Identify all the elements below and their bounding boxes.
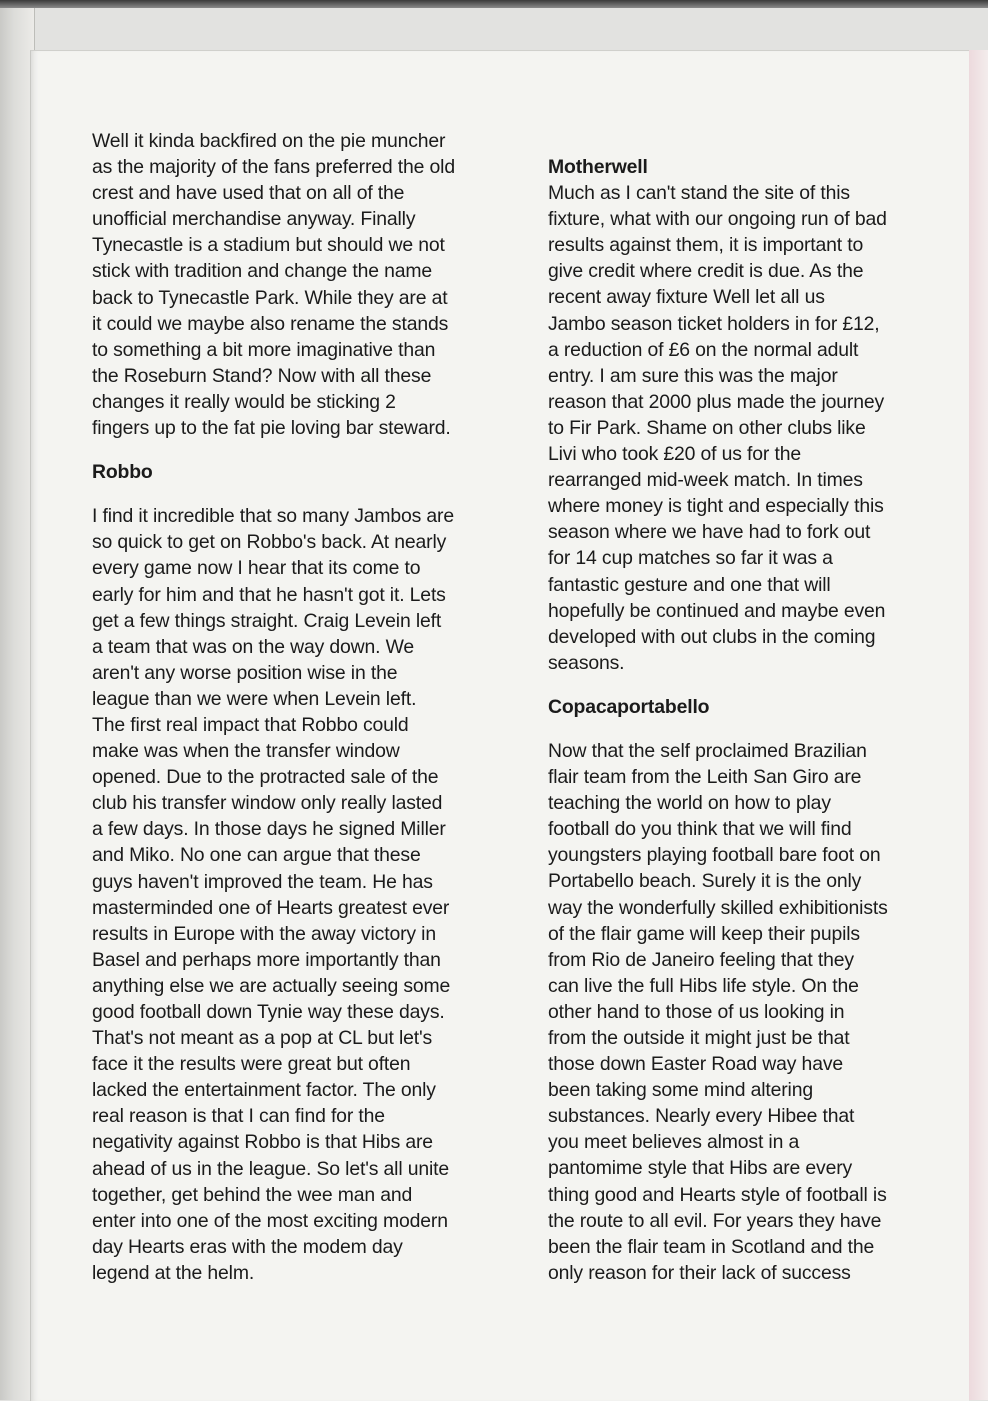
text-line: opened. Due to the protracted sale of the (92, 766, 439, 789)
text-line: to Fir Park. Shame on other clubs like (548, 416, 866, 439)
text-line: Tynecastle is a stadium but should we not (92, 234, 445, 257)
copacaportabello-paragraph (548, 738, 948, 1286)
text-line: so quick to get on Robbo's back. At nearly (92, 531, 447, 554)
text-line: fantastic gesture and one that will (548, 573, 831, 596)
robbo-paragraph (92, 503, 524, 1286)
text-line: face it the results were great but often (92, 1053, 411, 1076)
text-line: make was when the transfer window (92, 740, 400, 763)
text-line: anything else we are actually seeing some (92, 974, 451, 997)
text-line: Livi who took £20 of us for the (548, 443, 801, 466)
text-line: for 14 cup matches so far it was a (548, 547, 833, 570)
text-line: developed with out clubs in the coming (548, 625, 876, 648)
text-line: from the outside it might just be that (548, 1027, 850, 1049)
text-line: it could we maybe also rename the stands (92, 312, 449, 335)
text-line: I find it incredible that so many Jambos are (92, 505, 455, 528)
text-line: Jambo season ticket holders in for £12, (548, 312, 880, 335)
text-line: fingers up to the fat pie loving bar steward. (92, 417, 451, 440)
text-line: where money is tight and especially this (548, 495, 884, 518)
text-line: the route to all evil. For years they have (548, 1209, 882, 1232)
text-line: results in Europe with the away victory in (92, 922, 436, 945)
crest-paragraph (92, 128, 524, 441)
text-line: Basel and perhaps more importantly than (92, 948, 441, 971)
text-line: real reason is that I can find for the (92, 1105, 385, 1128)
text-line: enter into one of the most exciting modern (92, 1209, 448, 1232)
text-line: a reduction of £6 on the normal adult (548, 338, 859, 361)
text-line: teaching the world on how to play (548, 792, 831, 815)
text-line: aren't any worse position wise in the (92, 661, 398, 684)
text-line: entry. I am sure this was the major (548, 364, 838, 387)
text-line: way the wonderfully skilled exhibitionists (548, 896, 888, 919)
text-line: from Rio de Janeiro feeling that they (548, 948, 854, 971)
text-line: early for him and that he hasn't got it. Lets (92, 583, 446, 606)
text-line: get a few things straight. Craig Levein left (92, 609, 442, 632)
copacaportabello-heading: Copacaportabello (548, 695, 710, 718)
text-line: ahead of us in the league. So let's all unite (92, 1157, 450, 1180)
text-line: Well it kinda backfired on the pie muncher (92, 130, 446, 152)
text-line: That's not meant as a pop at CL but let's (92, 1027, 433, 1050)
text-line: substances. Nearly every Hibee that (548, 1105, 855, 1128)
text-line: Portabello beach. Surely it is the only (548, 870, 862, 893)
scanner-edge (0, 0, 988, 8)
text-line: been the flair team in Scotland and the (548, 1235, 875, 1258)
text-line: Now that the self proclaimed Brazilian (548, 739, 867, 762)
text-line: flair team from the Leith San Giro are (548, 766, 862, 789)
text-line: day Hearts eras with the modem day (92, 1235, 403, 1258)
text-line: stick with tradition and change the name (92, 260, 433, 283)
left-column (92, 128, 524, 1286)
text-line: you meet believes almost in a (548, 1131, 800, 1154)
text-line: changes it really would be sticking 2 (92, 390, 396, 413)
text-line: the Roseburn Stand? Now with all these (92, 364, 432, 387)
text-line: only reason for their lack of success (548, 1261, 851, 1284)
motherwell-paragraph (548, 180, 948, 676)
text-line: can live the full Hibs life style. On the (548, 974, 859, 997)
text-line: Much as I can't stand the site of this (548, 182, 850, 205)
text-line: season where we have had to fork out (548, 521, 871, 544)
text-line: rearranged mid-week match. In times (548, 469, 863, 492)
text-line: youngsters playing football bare foot on (548, 844, 881, 867)
text-line: results against them, it is important to (548, 234, 864, 257)
text-line: fixture, what with our ongoing run of bad (548, 208, 887, 231)
text-line: football do you think that we will find (548, 818, 852, 841)
text-line: masterminded one of Hearts greatest ever (92, 896, 450, 919)
text-line: and Miko. No one can argue that these (92, 844, 421, 867)
text-line: negativity against Robbo is that Hibs are (92, 1131, 433, 1154)
text-line: club his transfer window only really lasted (92, 792, 443, 815)
text-line: thing good and Hearts style of football is (548, 1183, 887, 1206)
text-line: those down Easter Road way have (548, 1053, 844, 1076)
text-line: as the majority of the fans preferred the old (92, 156, 455, 179)
text-line: unofficial merchandise anyway. Finally (92, 208, 416, 231)
text-line: seasons. (548, 651, 625, 674)
text-line: lacked the entertainment factor. The only (92, 1079, 436, 1102)
text-line: legend at the helm. (92, 1261, 255, 1284)
text-line: reason that 2000 plus made the journey (548, 390, 885, 413)
text-line: pantomime style that Hibs are every (548, 1157, 853, 1180)
text-line: good football down Tynie way these days. (92, 1001, 445, 1023)
text-line: together, get behind the wee man and (92, 1183, 413, 1206)
text-line: been taking some mind altering (548, 1079, 813, 1102)
text-line: The first real impact that Robbo could (92, 713, 409, 736)
text-line: hopefully be continued and maybe even (548, 599, 886, 622)
robbo-heading: Robbo (92, 461, 153, 484)
text-line: a team that was on the way down. We (92, 635, 415, 658)
text-line: league than we were when Levein left. (92, 687, 417, 710)
page-edge (968, 50, 988, 1400)
text-line: guys haven't improved the team. He has (92, 870, 433, 893)
text-line: crest and have used that on all of the (92, 182, 405, 205)
text-line: give credit where credit is due. As the (548, 260, 864, 283)
text-line: a few days. In those days he signed Miller (92, 818, 446, 841)
text-line: every game now I hear that its come to (92, 557, 421, 580)
right-column (548, 128, 948, 1286)
motherwell-heading: Motherwell (548, 156, 648, 178)
text-line: back to Tynecastle Park. While they are at (92, 286, 448, 309)
text-line: other hand to those of us looking in (548, 1000, 845, 1023)
text-line: to something a bit more imaginative than (92, 338, 436, 361)
text-line: of the flair game will keep their pupils (548, 922, 860, 945)
text-line: recent away fixture Well let all us (548, 286, 825, 309)
